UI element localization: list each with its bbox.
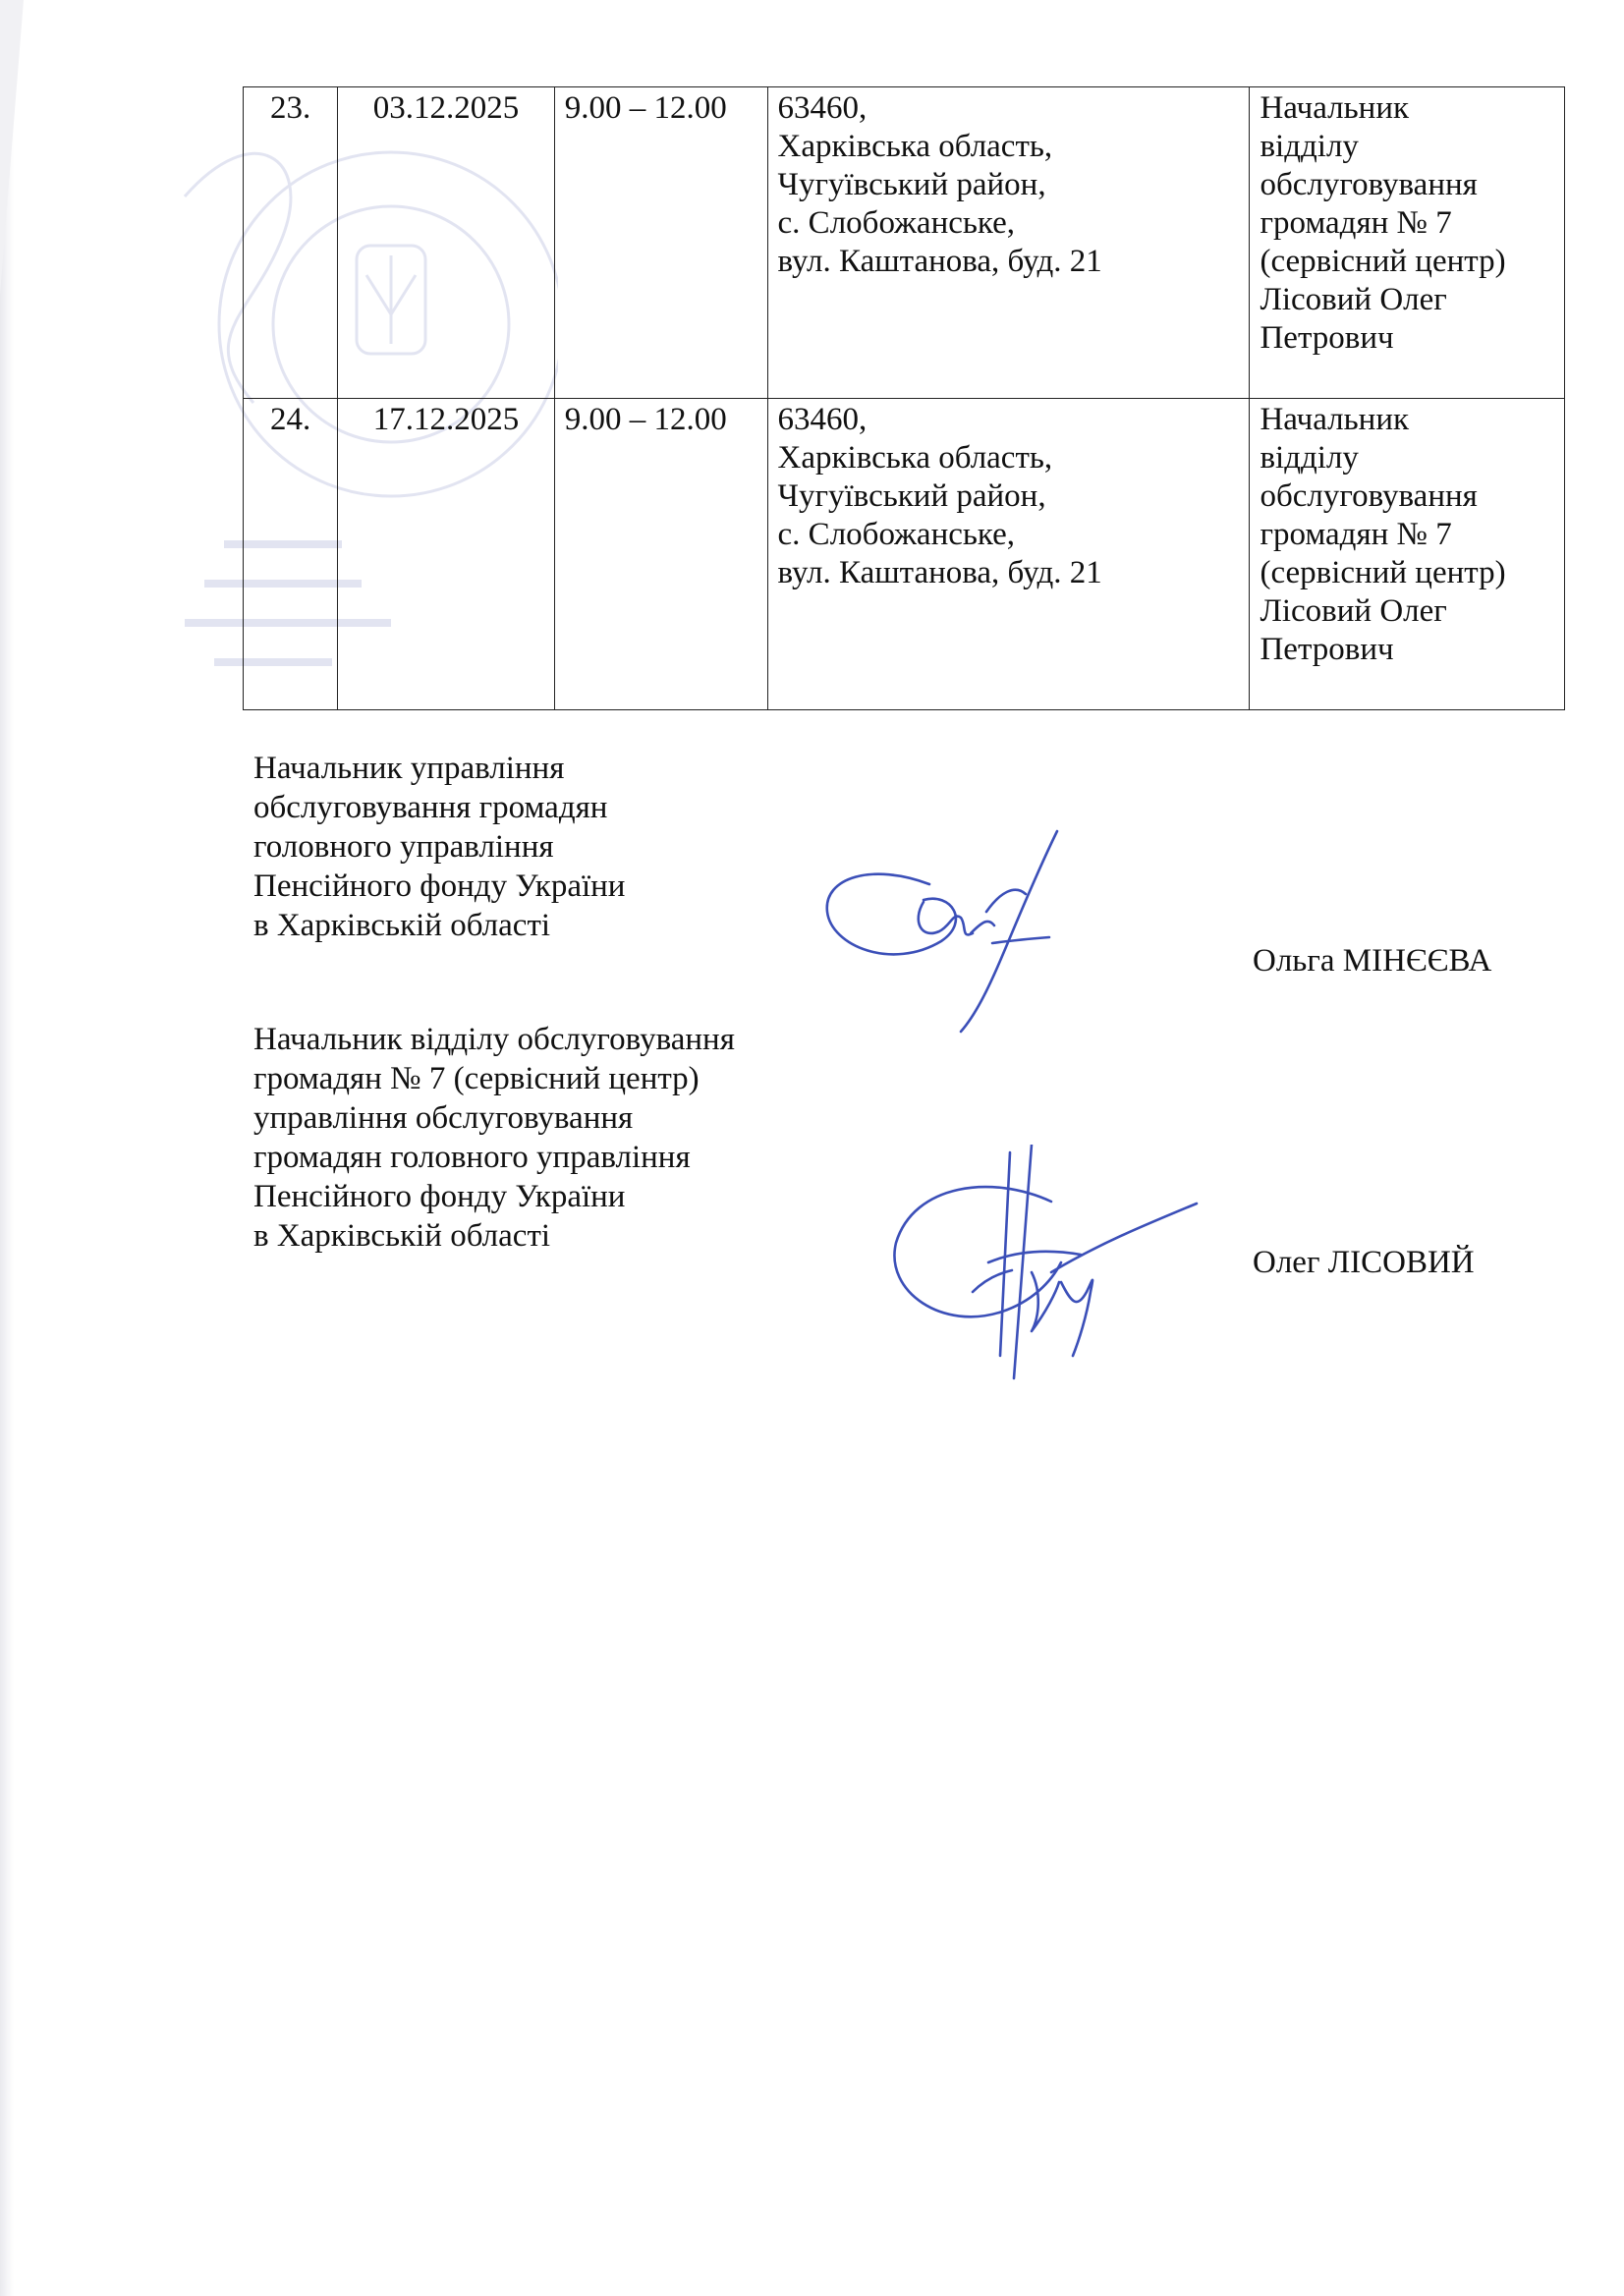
row-responsible	[1250, 399, 1565, 710]
position-line: Начальник відділу обслуговування	[253, 1022, 735, 1057]
responsible-line: обслуговування	[1260, 167, 1478, 202]
row-number: 24.	[244, 399, 338, 710]
position-line: Начальник управління	[253, 751, 565, 786]
scan-shadow-corner	[0, 0, 24, 295]
row-date: 03.12.2025	[338, 87, 554, 399]
responsible-line: (сервісний центр)	[1260, 244, 1506, 279]
address-line: Харківська область,	[777, 440, 1053, 476]
address-line: Чугуївський район,	[777, 167, 1046, 202]
signatory-name-1: Ольга МІНЄЄВА	[1253, 943, 1492, 979]
responsible-line: Лісовий Олег	[1260, 282, 1447, 317]
position-line: Пенсійного фонду України	[253, 1179, 626, 1214]
scan-shadow-edge	[0, 0, 14, 2296]
responsible-line: Лісовий Олег	[1260, 593, 1447, 629]
position-line: громадян № 7 (сервісний центр)	[253, 1061, 700, 1096]
address-line: 63460,	[777, 402, 868, 437]
row-time: 9.00 – 12.00	[554, 399, 767, 710]
signatory-name-2: Олег ЛІСОВИЙ	[1253, 1245, 1475, 1280]
address-line: вул. Каштанова, буд. 21	[777, 244, 1102, 279]
table-row	[244, 87, 1565, 399]
address-line: Чугуївський район,	[777, 478, 1046, 514]
signatory-position-2	[253, 1020, 735, 1256]
schedule-table	[243, 86, 1565, 710]
responsible-line: громадян № 7	[1260, 205, 1452, 241]
position-line: управління обслуговування	[253, 1100, 634, 1136]
responsible-line: Начальник	[1260, 402, 1410, 437]
responsible-line: Петрович	[1260, 320, 1394, 356]
row-time: 9.00 – 12.00	[554, 87, 767, 399]
signatory-position-1	[253, 749, 625, 945]
address-line: с. Слобожанське,	[777, 517, 1016, 552]
address-line: вул. Каштанова, буд. 21	[777, 555, 1102, 590]
responsible-line: обслуговування	[1260, 478, 1478, 514]
position-line: в Харківській області	[253, 908, 551, 943]
row-responsible	[1250, 87, 1565, 399]
row-date: 17.12.2025	[338, 399, 554, 710]
position-line: громадян головного управління	[253, 1140, 691, 1175]
table-row	[244, 399, 1565, 710]
responsible-line: відділу	[1260, 129, 1359, 164]
position-line: в Харківській області	[253, 1218, 551, 1254]
row-number: 23.	[244, 87, 338, 399]
row-address	[767, 87, 1250, 399]
responsible-line: (сервісний центр)	[1260, 555, 1506, 590]
position-line: головного управління	[253, 829, 554, 865]
responsible-line: Начальник	[1260, 90, 1410, 126]
address-line: 63460,	[777, 90, 868, 126]
row-address	[767, 399, 1250, 710]
responsible-line: громадян № 7	[1260, 517, 1452, 552]
responsible-line: відділу	[1260, 440, 1359, 476]
address-line: Харківська область,	[777, 129, 1053, 164]
position-line: Пенсійного фонду України	[253, 868, 626, 904]
signature-1	[813, 823, 1069, 1039]
signature-2	[884, 1145, 1218, 1390]
address-line: с. Слобожанське,	[777, 205, 1016, 241]
position-line: обслуговування громадян	[253, 790, 608, 825]
responsible-line: Петрович	[1260, 632, 1394, 667]
